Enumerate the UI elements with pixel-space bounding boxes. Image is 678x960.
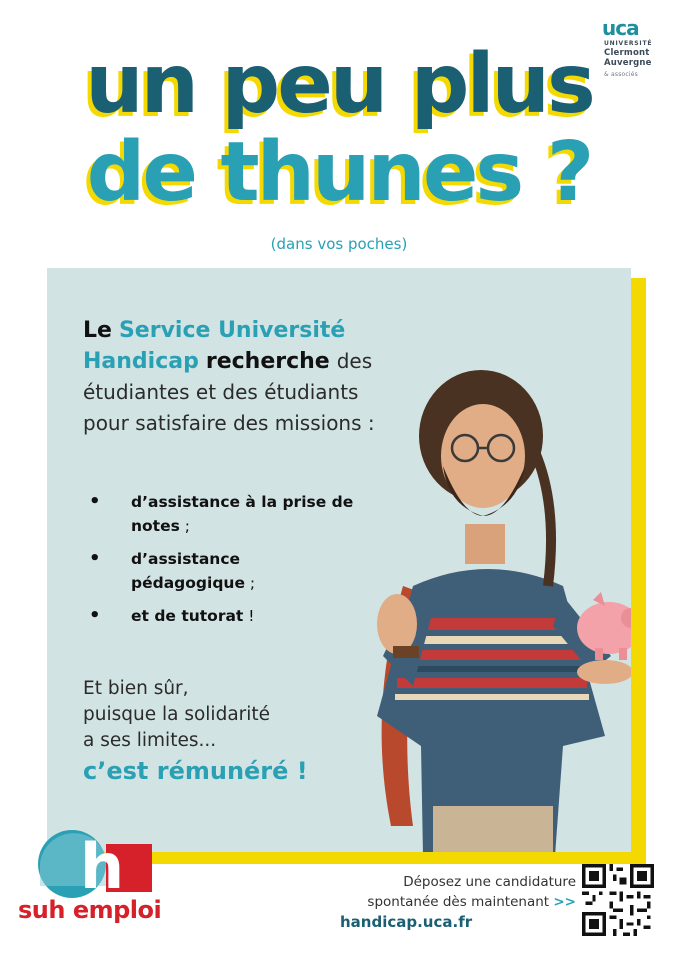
intro-le: Le <box>83 318 112 343</box>
outro-line-1: Et bien sûr, <box>83 678 189 699</box>
info-panel <box>47 268 631 852</box>
mission-item <box>89 604 359 628</box>
mission-label: et de tutorat <box>131 607 244 625</box>
cta-line-1: Déposez une candidature <box>403 874 576 890</box>
mission-item <box>89 490 359 538</box>
mission-item <box>89 547 359 595</box>
mission-label: d’assistance pédagogique <box>131 550 245 592</box>
missions-list <box>89 490 359 637</box>
intro-text <box>83 316 383 439</box>
paid-statement: c’est rémunéré ! <box>83 757 308 785</box>
mission-label: d’assistance à la prise de notes <box>131 493 354 535</box>
logo-line-associes: & associés <box>604 71 638 78</box>
mission-suffix: ; <box>179 517 190 535</box>
outro-line-2: puisque la solidarité <box>83 704 271 725</box>
suh-emploi-brand: suh emploi <box>18 896 162 924</box>
intro-body: des étudiantes et des étudiants pour satisfaire des missions : <box>83 349 375 435</box>
handicap-url-link[interactable]: handicap.uca.fr <box>340 913 473 931</box>
headline-subtitle: (dans vos poches) <box>270 235 408 253</box>
person-piggy-bank-photo <box>343 356 631 852</box>
call-to-action <box>326 872 576 932</box>
uca-logo-icon: uca <box>602 16 639 40</box>
mission-suffix: ; <box>244 574 256 592</box>
outro-text <box>83 676 383 788</box>
mission-suffix: ! <box>243 607 255 625</box>
suh-logo-icon <box>20 826 160 946</box>
outro-line-3: a ses limites... <box>83 730 217 751</box>
cta-line-2: spontanée dès maintenant >> <box>367 894 576 910</box>
logo-line-clermont: Clermont <box>604 48 650 58</box>
headline-line-1: un peu plus <box>85 37 593 132</box>
qr-code-icon[interactable] <box>582 864 654 936</box>
service-name: Service Université Handicap <box>83 318 346 374</box>
suh-logo-letter: h <box>80 830 125 903</box>
cta-arrow-icon: >> <box>553 894 576 910</box>
logo-line-universite: UNIVERSITÉ <box>604 40 653 47</box>
intro-verb: recherche <box>205 349 330 374</box>
headline-line-2: de thunes ? <box>86 125 592 220</box>
logo-line-auvergne: Auvergne <box>604 58 652 68</box>
